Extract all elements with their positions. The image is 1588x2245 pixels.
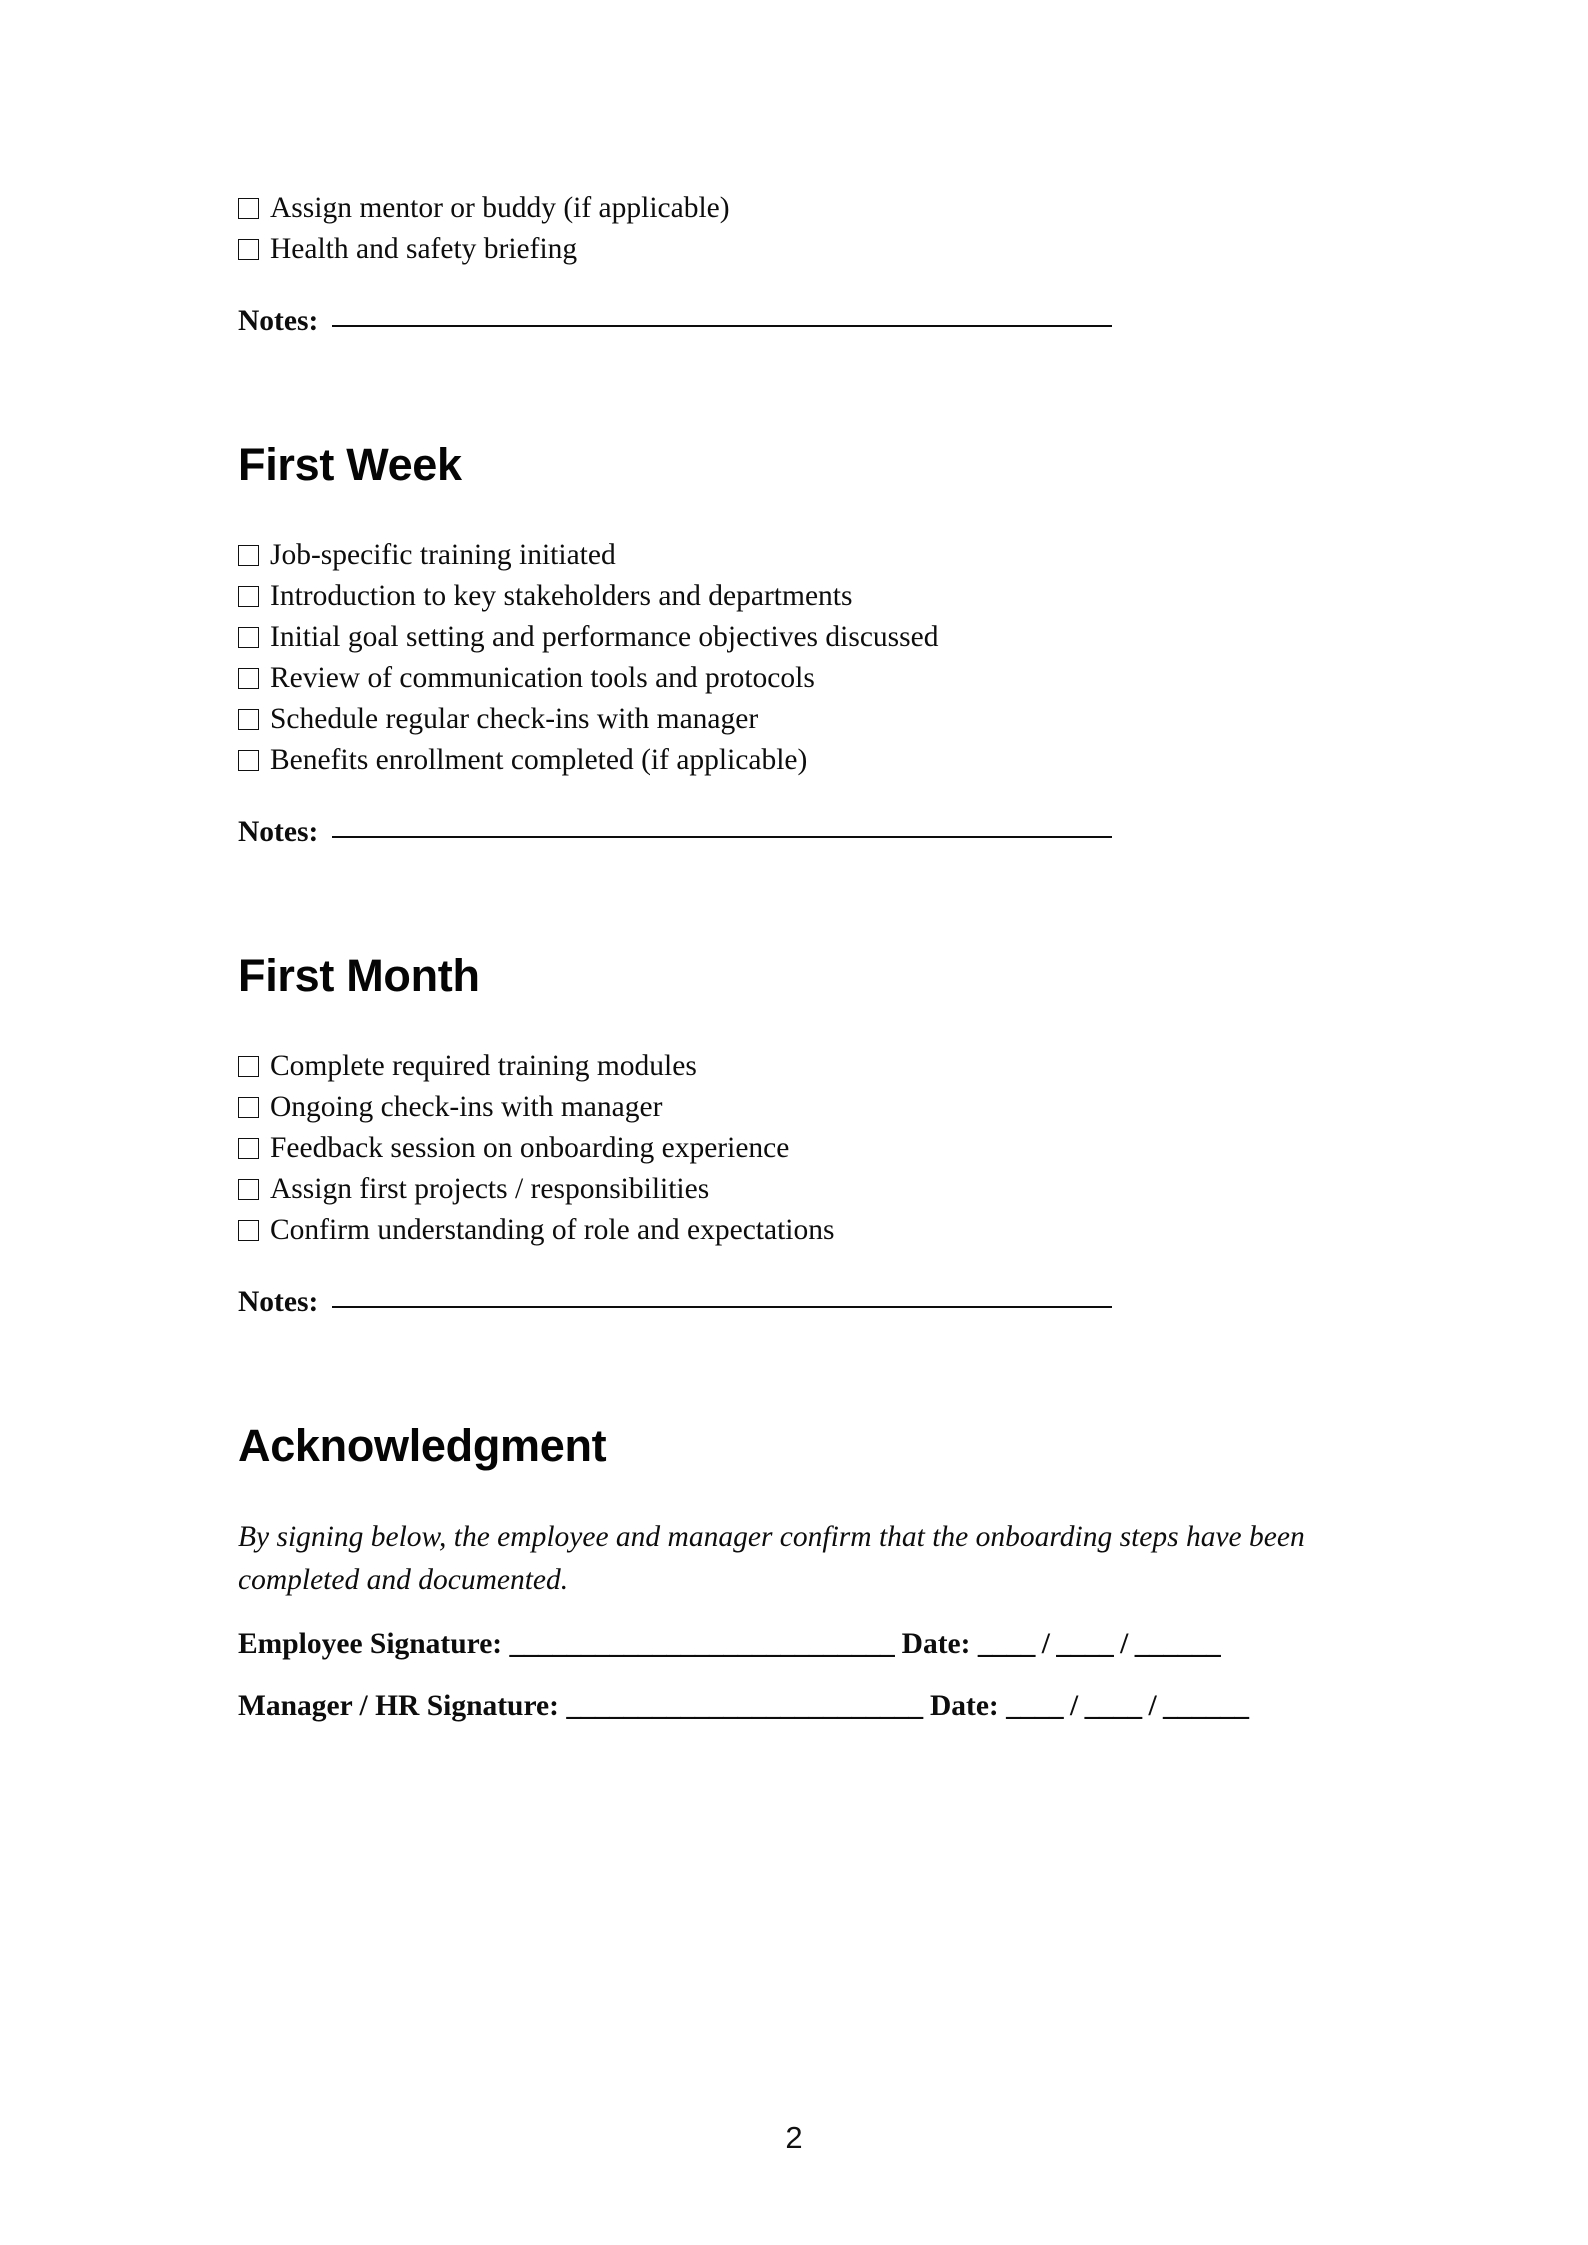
list-item-label: Health and safety briefing	[270, 233, 578, 265]
list-item-label: Benefits enrollment completed (if applicable)	[270, 744, 808, 776]
manager-signature-row[interactable]	[238, 1686, 1348, 1726]
checkbox-icon[interactable]	[238, 545, 259, 566]
checkbox-icon[interactable]	[238, 239, 259, 260]
list-item[interactable]	[238, 1169, 1348, 1210]
employee-signature-line[interactable]: ___________________________	[509, 1628, 895, 1660]
manager-signature-label: Manager / HR Signature:	[238, 1690, 559, 1722]
checkbox-icon[interactable]	[238, 1097, 259, 1118]
notes-field-first-month[interactable]	[238, 1284, 1348, 1320]
notes-label: Notes:	[238, 305, 319, 337]
list-item-label: Feedback session on onboarding experience	[270, 1132, 790, 1164]
page-title-acknowledgment: Acknowledgment	[238, 1420, 607, 1471]
list-item[interactable]	[238, 699, 1348, 740]
manager-signature-line[interactable]: _________________________	[566, 1690, 923, 1722]
list-item[interactable]	[238, 1210, 1348, 1251]
list-item-label: Assign first projects / responsibilities	[270, 1173, 710, 1205]
list-item-label: Confirm understanding of role and expectations	[270, 1214, 835, 1246]
list-item[interactable]	[238, 1128, 1348, 1169]
list-item[interactable]	[238, 229, 1348, 270]
checklist-first-week	[238, 535, 1348, 781]
page-title-first-week: First Week	[238, 439, 462, 490]
notes-write-line[interactable]	[332, 1306, 1112, 1308]
checkbox-icon[interactable]	[238, 750, 259, 771]
checkbox-icon[interactable]	[238, 709, 259, 730]
notes-field-first-week[interactable]	[238, 814, 1348, 850]
list-item[interactable]	[238, 617, 1348, 658]
page-title-first-month: First Month	[238, 950, 480, 1001]
list-item[interactable]	[238, 740, 1348, 781]
list-item-label: Job-specific training initiated	[270, 539, 616, 571]
checkbox-icon[interactable]	[238, 1220, 259, 1241]
list-item[interactable]	[238, 1087, 1348, 1128]
employee-date-line[interactable]: ____ / ____ / ______	[977, 1628, 1221, 1660]
acknowledgment-paragraph: By signing below, the employee and manager confirm that the onboarding steps have been completed and documented.	[238, 1521, 1305, 1596]
spacer	[238, 1664, 1348, 1686]
manager-date-line[interactable]: ____ / ____ / ______	[1006, 1690, 1249, 1722]
spacer	[238, 1002, 1348, 1046]
list-item[interactable]	[238, 188, 1348, 229]
employee-date-label: Date:	[901, 1628, 971, 1660]
list-item[interactable]	[238, 1046, 1348, 1087]
checkbox-icon[interactable]	[238, 627, 259, 648]
spacer	[238, 1320, 1348, 1420]
checkbox-icon[interactable]	[238, 1056, 259, 1077]
employee-signature-label: Employee Signature:	[238, 1628, 503, 1660]
list-item-label: Ongoing check-ins with manager	[270, 1091, 663, 1123]
page-content	[238, 188, 1348, 1726]
list-item[interactable]	[238, 576, 1348, 617]
spacer	[238, 850, 1348, 950]
spacer	[238, 491, 1348, 535]
checklist-first-month	[238, 1046, 1348, 1251]
list-item[interactable]	[238, 658, 1348, 699]
page-number: 2	[785, 2120, 803, 2155]
spacer	[238, 1602, 1348, 1624]
notes-field-top[interactable]	[238, 303, 1348, 339]
notes-write-line[interactable]	[332, 836, 1112, 838]
notes-label: Notes:	[238, 816, 319, 848]
checklist-continued	[238, 188, 1348, 270]
list-item-label: Schedule regular check-ins with manager	[270, 703, 759, 735]
list-item-label: Introduction to key stakeholders and departments	[270, 580, 853, 612]
list-item[interactable]	[238, 535, 1348, 576]
checkbox-icon[interactable]	[238, 198, 259, 219]
notes-label: Notes:	[238, 1286, 319, 1318]
spacer	[238, 339, 1348, 439]
list-item-label: Complete required training modules	[270, 1050, 697, 1082]
notes-write-line[interactable]	[332, 325, 1112, 327]
manager-date-label: Date:	[929, 1690, 999, 1722]
list-item-label: Assign mentor or buddy (if applicable)	[270, 192, 730, 224]
spacer	[238, 1472, 1348, 1516]
checkbox-icon[interactable]	[238, 1179, 259, 1200]
employee-signature-row[interactable]	[238, 1624, 1348, 1664]
checkbox-icon[interactable]	[238, 586, 259, 607]
checkbox-icon[interactable]	[238, 668, 259, 689]
list-item-label: Review of communication tools and protocols	[270, 662, 815, 694]
checkbox-icon[interactable]	[238, 1138, 259, 1159]
list-item-label: Initial goal setting and performance objectives discussed	[270, 621, 939, 653]
